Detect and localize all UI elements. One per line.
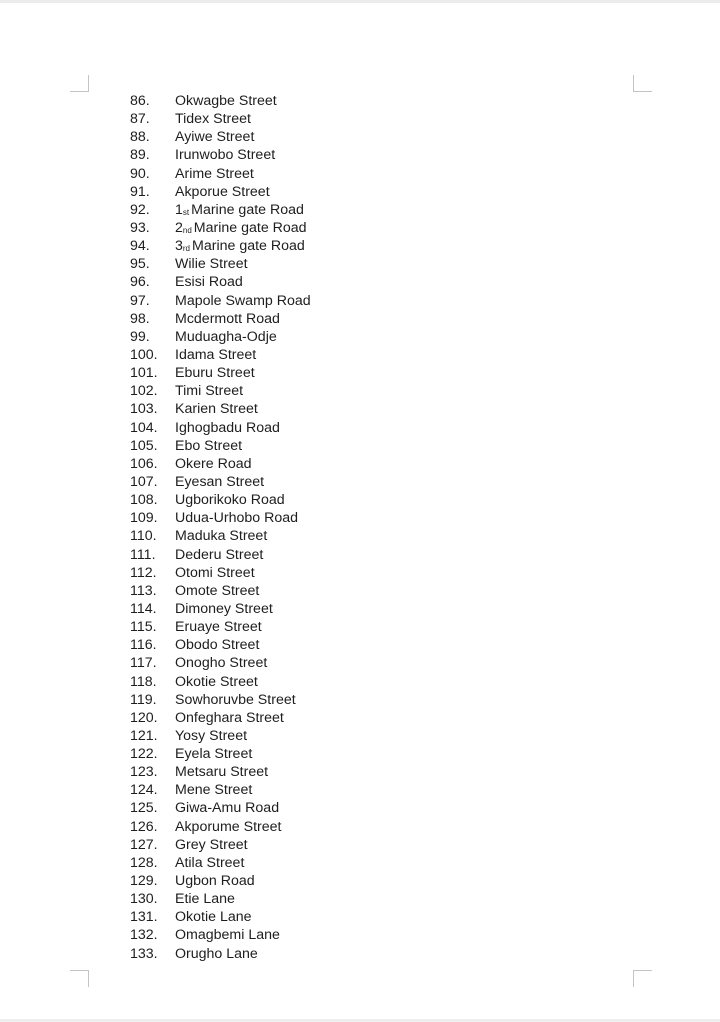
ordinal-suffix: nd [182, 225, 192, 235]
item-number: 108. [130, 492, 158, 509]
list-item [130, 491, 311, 509]
list-item [130, 691, 311, 709]
street-name [175, 110, 251, 128]
street-name-text: Marine gate Road [192, 238, 305, 255]
street-name [175, 382, 243, 400]
street-name-text: Obodo Street [175, 637, 260, 654]
list-item [130, 310, 311, 328]
street-name [175, 908, 252, 926]
item-number: 123. [130, 764, 158, 781]
item-number: 114. [130, 600, 157, 617]
street-name [175, 945, 258, 963]
list-item [130, 618, 311, 636]
street-name-text: Akporue Street [175, 183, 270, 200]
list-item [130, 945, 311, 963]
item-number: 92. [130, 201, 150, 218]
street-name-text: Etie Lane [175, 891, 235, 908]
list-item [130, 292, 311, 310]
item-number: 129. [130, 873, 158, 890]
street-name [175, 600, 273, 618]
street-name [175, 364, 255, 382]
item-number: 96. [130, 274, 150, 291]
item-number: 118. [130, 673, 157, 690]
street-name-text: Idama Street [175, 346, 257, 363]
ordinal-suffix: rd [182, 244, 191, 254]
list-item [130, 237, 311, 255]
street-name [175, 292, 311, 310]
item-number: 99. [130, 328, 150, 345]
ordinal-number: 3 [175, 238, 183, 255]
street-name-text: Ugborikoko Road [175, 492, 285, 509]
item-number: 124. [130, 782, 158, 799]
item-number: 106. [130, 455, 158, 472]
street-name-text: Eruaye Street [175, 619, 262, 636]
item-number: 95. [130, 256, 150, 273]
street-name-text: Omagbemi Lane [175, 927, 280, 944]
item-number: 110. [130, 528, 157, 545]
street-name-text: Akporume Street [175, 818, 282, 835]
street-name [175, 781, 252, 799]
document-page [0, 3, 720, 1019]
street-name [175, 618, 262, 636]
item-number: 104. [130, 419, 158, 436]
list-item [130, 673, 311, 691]
street-name [175, 926, 280, 944]
street-name-text: Udua-Urhobo Road [175, 510, 299, 527]
street-name-text: Okwagbe Street [175, 93, 277, 109]
street-name-text: Wilie Street [175, 256, 248, 273]
list-item [130, 582, 311, 600]
street-list [130, 92, 311, 963]
street-name [175, 183, 270, 201]
street-name-text: Atila Street [175, 854, 245, 871]
list-item [130, 165, 311, 183]
list-item [130, 346, 311, 364]
street-name-text: Ayiwe Street [175, 129, 255, 146]
list-item [130, 818, 311, 836]
item-number: 94. [130, 238, 150, 255]
street-name [175, 854, 244, 872]
street-name-text: Mapole Swamp Road [175, 292, 311, 309]
item-number: 88. [130, 129, 150, 146]
list-item [130, 419, 311, 437]
list-item [130, 110, 311, 128]
street-name-text: Mcdermott Road [175, 310, 280, 327]
street-name [175, 400, 258, 418]
item-number: 121. [130, 727, 158, 744]
list-item [130, 273, 311, 291]
item-number: 97. [130, 292, 150, 309]
list-item [130, 382, 311, 400]
item-number: 113. [130, 582, 157, 599]
street-name [175, 273, 243, 291]
street-name-text: Okotie Lane [175, 909, 252, 926]
street-name-text: Giwa-Amu Road [175, 800, 280, 817]
list-item [130, 799, 311, 817]
street-name [175, 509, 298, 527]
street-name [175, 310, 280, 328]
item-number: 109. [130, 510, 158, 527]
list-item [130, 908, 311, 926]
street-name [175, 165, 254, 183]
street-name-text: Orugho Lane [175, 945, 258, 962]
item-number: 101. [130, 365, 158, 382]
street-name [175, 201, 304, 219]
street-name-text: Eyela Street [175, 746, 253, 763]
street-name-text: Sowhoruvbe Street [175, 691, 296, 708]
street-name [175, 836, 248, 854]
street-name-text: Dimoney Street [175, 600, 273, 617]
street-name [175, 890, 235, 908]
street-name [175, 745, 252, 763]
street-name [175, 92, 277, 110]
street-name-text: Mene Street [175, 782, 253, 799]
crop-mark-top-right [633, 75, 652, 92]
street-name [175, 636, 259, 654]
ordinal-number: 2 [175, 219, 183, 236]
item-number: 115. [130, 619, 157, 636]
list-item [130, 473, 311, 491]
street-name-text: Onfeghara Street [175, 709, 284, 726]
street-name [175, 237, 305, 255]
street-name [175, 564, 255, 582]
list-item [130, 727, 311, 745]
street-name-text: Irunwobo Street [175, 147, 276, 164]
street-name-text: Okere Road [175, 455, 252, 472]
list-item [130, 654, 311, 672]
street-name [175, 455, 252, 473]
item-number: 107. [130, 473, 158, 490]
list-item [130, 781, 311, 799]
street-name-text: Ebo Street [175, 437, 243, 454]
list-item [130, 600, 311, 618]
list-item [130, 219, 311, 237]
street-name-text: Ighogbadu Road [175, 419, 280, 436]
item-number: 103. [130, 401, 158, 418]
list-item [130, 400, 311, 418]
item-number: 86. [130, 93, 150, 109]
street-name [175, 346, 256, 364]
item-number: 125. [130, 800, 158, 817]
list-item [130, 364, 311, 382]
list-item [130, 255, 311, 273]
item-number: 133. [130, 945, 158, 962]
list-item [130, 854, 311, 872]
street-name [175, 328, 277, 346]
item-number: 131. [130, 909, 158, 926]
crop-mark-top-left [70, 75, 89, 92]
street-name-text: Ugbon Road [175, 873, 255, 890]
item-number: 126. [130, 818, 158, 835]
crop-mark-bottom-left [70, 970, 89, 987]
street-name [175, 473, 264, 491]
list-item [130, 146, 311, 164]
list-item [130, 328, 311, 346]
street-name [175, 673, 258, 691]
list-item [130, 437, 311, 455]
list-item [130, 509, 311, 527]
street-name-text: Omote Street [175, 582, 260, 599]
item-number: 102. [130, 383, 158, 400]
street-name [175, 546, 263, 564]
list-item [130, 872, 311, 890]
item-number: 98. [130, 310, 150, 327]
item-number: 105. [130, 437, 158, 454]
list-item [130, 926, 311, 944]
street-name [175, 527, 267, 545]
street-name-text: Metsaru Street [175, 764, 269, 781]
item-number: 117. [130, 655, 157, 672]
list-item [130, 183, 311, 201]
item-number: 91. [130, 183, 150, 200]
list-item [130, 836, 311, 854]
list-item [130, 709, 311, 727]
item-number: 132. [130, 927, 158, 944]
street-name [175, 146, 275, 164]
street-name [175, 255, 248, 273]
street-name-text: Arime Street [175, 165, 254, 182]
street-name-text: Esisi Road [175, 274, 243, 291]
street-name [175, 654, 267, 672]
ordinal-number: 1 [175, 201, 183, 218]
item-number: 87. [130, 111, 150, 128]
item-number: 89. [130, 147, 150, 164]
street-name-text: Timi Street [175, 383, 244, 400]
street-name-text: Grey Street [175, 836, 248, 853]
street-name-text: Muduagha-Odje [175, 328, 277, 345]
street-name-text: Tidex Street [175, 111, 251, 128]
street-name [175, 128, 254, 146]
item-number: 122. [130, 746, 158, 763]
list-item [130, 201, 311, 219]
item-number: 93. [130, 219, 150, 236]
street-name-text: Eburu Street [175, 365, 255, 382]
street-name-text: Otomi Street [175, 564, 255, 581]
item-number: 111. [130, 546, 156, 563]
street-name [175, 219, 307, 237]
street-name-text: Yosy Street [175, 727, 248, 744]
street-name [175, 691, 296, 709]
street-name-text: Dederu Street [175, 546, 264, 563]
item-number: 119. [130, 691, 157, 708]
item-number: 90. [130, 165, 150, 182]
street-name-text: Eyesan Street [175, 473, 265, 490]
list-item [130, 546, 311, 564]
street-name [175, 818, 281, 836]
street-name [175, 727, 247, 745]
item-number: 130. [130, 891, 158, 908]
list-item [130, 890, 311, 908]
item-number: 120. [130, 709, 158, 726]
street-name [175, 437, 242, 455]
street-name-text: Marine gate Road [191, 201, 304, 218]
list-item [130, 763, 311, 781]
list-item [130, 455, 311, 473]
list-item [130, 636, 311, 654]
item-number: 127. [130, 836, 158, 853]
street-name [175, 419, 280, 437]
list-item [130, 527, 311, 545]
street-name-text: Marine gate Road [193, 219, 307, 236]
street-name-text: Onogho Street [175, 655, 268, 672]
street-name [175, 582, 259, 600]
crop-mark-bottom-right [633, 970, 652, 987]
street-name [175, 872, 255, 890]
list-item [130, 92, 311, 110]
list-item [130, 745, 311, 763]
list-item [130, 128, 311, 146]
street-name [175, 799, 279, 817]
street-name [175, 763, 268, 781]
street-name [175, 491, 285, 509]
list-item [130, 564, 311, 582]
street-name-text: Karien Street [175, 401, 258, 418]
item-number: 112. [130, 564, 157, 581]
street-name-text: Maduka Street [175, 528, 268, 545]
ordinal-suffix: st [182, 207, 190, 217]
street-name [175, 709, 284, 727]
item-number: 128. [130, 854, 158, 871]
street-name-text: Okotie Street [175, 673, 258, 690]
item-number: 100. [130, 346, 158, 363]
item-number: 116. [130, 637, 157, 654]
